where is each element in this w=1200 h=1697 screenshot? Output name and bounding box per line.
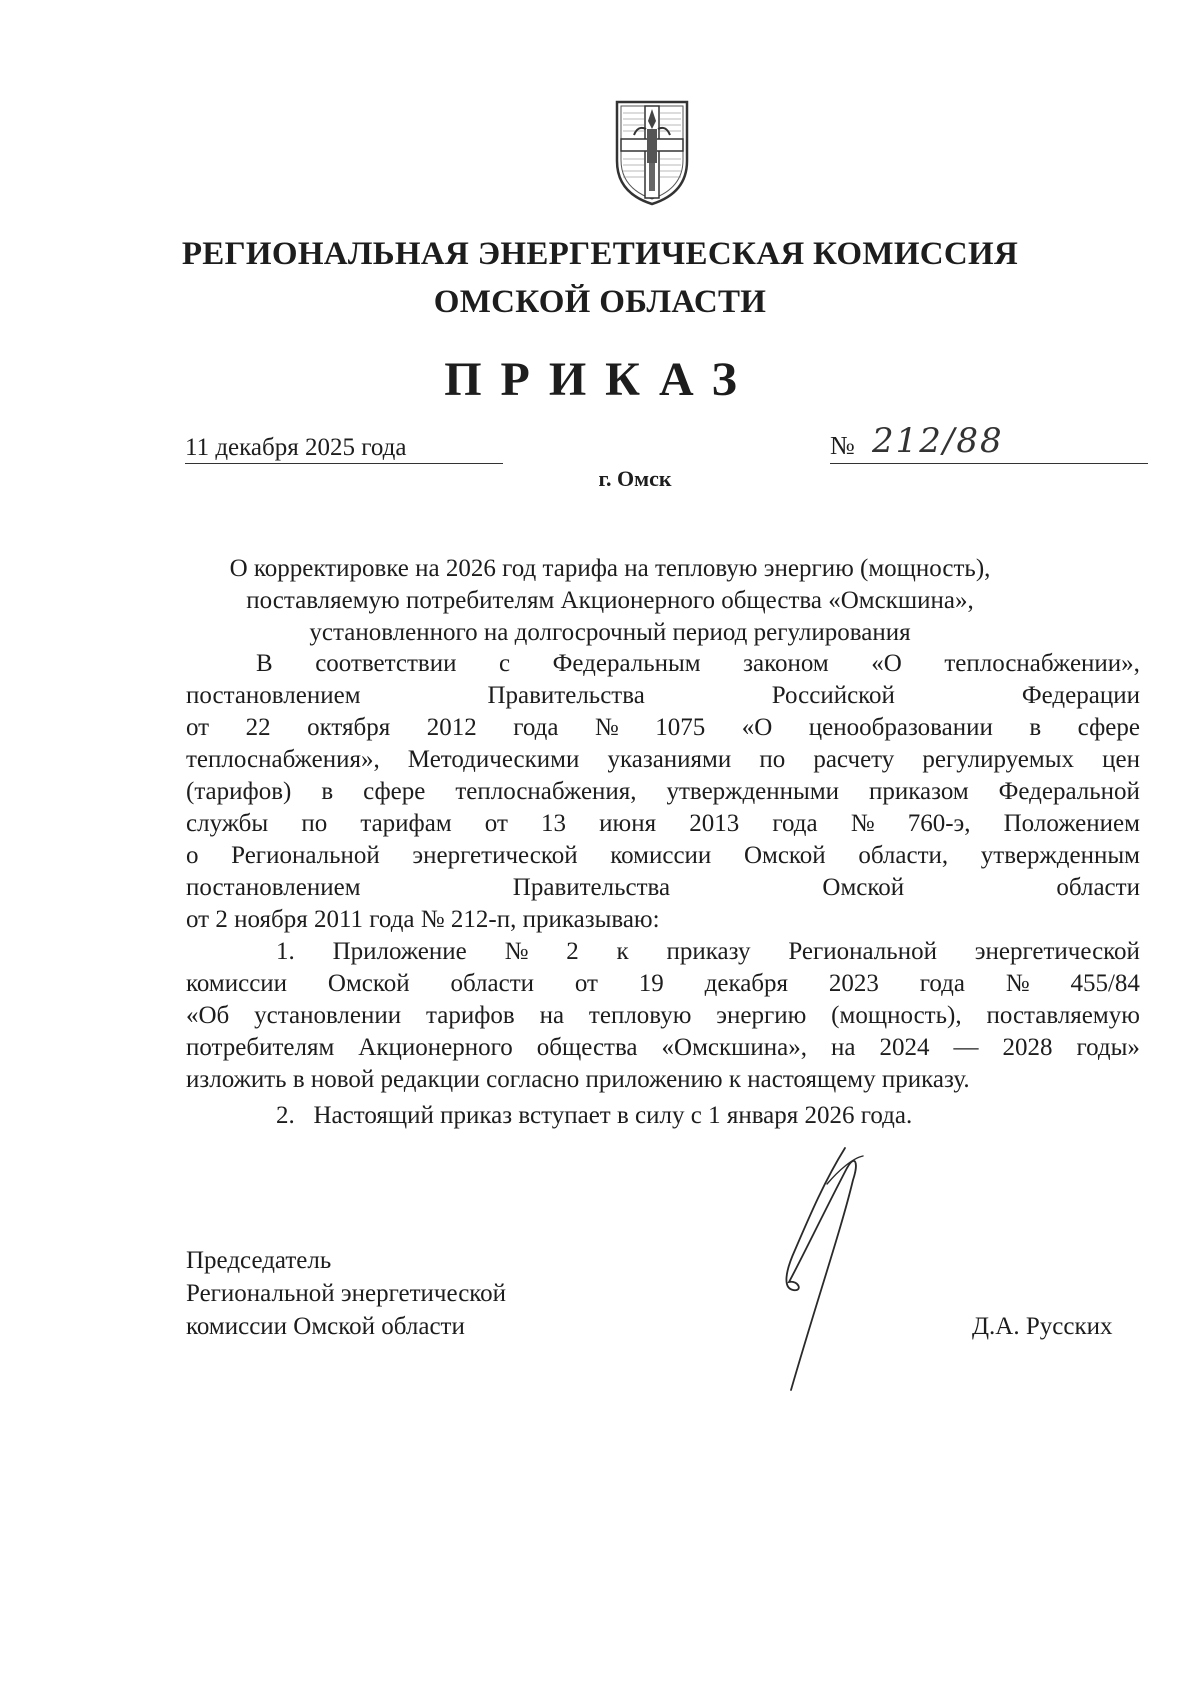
body-word: «Омскшина», [661, 1034, 808, 1061]
body-word: на [831, 1034, 856, 1061]
body-word: 13 [541, 810, 567, 837]
number-sign: № [830, 431, 855, 460]
body-word: приказу [666, 938, 751, 965]
body-word: № [504, 938, 529, 965]
body-word: декабря [704, 970, 789, 997]
body-word: ценообразовании [808, 714, 993, 741]
body-word: 2024 [879, 1034, 930, 1061]
body-word: установлении [254, 1002, 402, 1029]
body-word: в [1029, 714, 1042, 741]
body-word: потребителям [186, 1034, 335, 1061]
body-word: Правительства [487, 682, 645, 709]
body-word: в [321, 778, 334, 805]
document-city: г. Омск [598, 466, 672, 491]
body-word: 2028 [1002, 1034, 1053, 1061]
body-word: Региональной [788, 938, 937, 965]
document-type-title: ПРИКАЗ [444, 353, 756, 406]
body-word: Региональной [231, 842, 380, 869]
body-word: № [1005, 970, 1030, 997]
body-line [186, 840, 1140, 872]
body-word: Федеральным [552, 650, 701, 677]
body-word: от [484, 810, 508, 837]
body-word: теплоснабжения», [186, 746, 380, 773]
body-word: по [301, 810, 328, 837]
body-word: «О [741, 714, 773, 741]
signer-position [186, 1244, 506, 1343]
body-line [186, 1032, 1140, 1064]
body-word: № [850, 810, 875, 837]
body-word: расчету [813, 746, 895, 773]
body-word: Правительства [512, 874, 671, 901]
body-word: тепловую [588, 1002, 692, 1029]
organization-name-line2: ОМСКОЙ ОБЛАСТИ [433, 284, 767, 320]
signer-position-line: Председатель [186, 1247, 332, 1274]
handwritten-signature [755, 1140, 885, 1395]
body-word: области, [858, 842, 949, 869]
body-word: области [1056, 874, 1140, 901]
body-line [276, 936, 1140, 968]
body-word: к [616, 938, 629, 965]
body-word: цен [1102, 746, 1140, 773]
body-line [186, 680, 1140, 712]
title-line: поставляемую потребителям Акционерного общества «Омскшина», [246, 587, 974, 614]
body-word: теплоснабжения, [455, 778, 637, 805]
organization-name-line1: РЕГИОНАЛЬНАЯ ЭНЕРГЕТИЧЕСКАЯ КОМИССИЯ [181, 236, 1019, 272]
body-word: (мощность), [831, 1002, 962, 1029]
body-word: Положением [1003, 810, 1140, 837]
body-word: «Об [186, 1002, 230, 1029]
body-word: соответствии [315, 650, 457, 677]
body-line [256, 648, 1140, 680]
body-word: июня [599, 810, 657, 837]
body-word: общества [536, 1034, 638, 1061]
body-word: 22 [245, 714, 271, 741]
document-date: 11 декабря 2025 года [185, 433, 503, 464]
body-word: утвержденными [666, 778, 840, 805]
body-word: по [759, 746, 786, 773]
body-word: «О [871, 650, 902, 677]
signer-position-line: Региональной энергетической [186, 1280, 507, 1307]
body-word: на [539, 1002, 565, 1029]
body-word: Методическими [407, 746, 580, 773]
body-word: года [772, 810, 818, 837]
handwritten-document-number: 212/88 [872, 421, 1004, 461]
body-word: сфере [1077, 714, 1140, 741]
body-word: Федеральной [998, 778, 1140, 805]
body-word: приказом [868, 778, 969, 805]
body-word: от [574, 970, 598, 997]
order-subject-title [150, 553, 1070, 649]
body-word: тарифов [426, 1002, 515, 1029]
body-word: В [256, 650, 273, 677]
body-line: 2. Настоящий приказ вступает в силу с 1 января 2026 года. [276, 1102, 913, 1129]
body-word: Омской [743, 842, 826, 869]
body-word: — [953, 1034, 979, 1061]
body-word: энергетической [412, 842, 578, 869]
body-word: октября [307, 714, 391, 741]
body-word: законом [743, 650, 829, 677]
body-word: тарифам [360, 810, 452, 837]
body-word: 1075 [655, 714, 706, 741]
body-line: от 2 ноября 2011 года № 212-п, приказываю: [186, 906, 660, 933]
body-line [186, 808, 1140, 840]
body-word: постановлением [186, 682, 361, 709]
body-line [186, 776, 1140, 808]
body-word: поставляемую [986, 1002, 1140, 1029]
body-line [186, 968, 1140, 1000]
body-word: 2023 [828, 970, 879, 997]
title-line: О корректировке на 2026 год тарифа на тепловую энергию (мощность), [229, 555, 991, 582]
body-word: 455/84 [1070, 970, 1140, 997]
body-word: 19 [638, 970, 664, 997]
body-word: комиссии [610, 842, 712, 869]
body-word: 760-э, [907, 810, 971, 837]
title-line: установленного на долгосрочный период регулирования [309, 619, 911, 646]
body-word: года [919, 970, 965, 997]
body-line [186, 872, 1140, 904]
body-word: года [513, 714, 559, 741]
document-number [830, 421, 1148, 464]
body-word: Омской [327, 970, 410, 997]
signer-position-line: комиссии Омской области [186, 1313, 465, 1340]
body-word: Федерации [1021, 682, 1140, 709]
body-word: 2 [566, 938, 579, 965]
body-word: энергию [716, 1002, 807, 1029]
body-word: Акционерного [358, 1034, 513, 1061]
omsk-coat-of-arms-emblem [614, 99, 690, 207]
body-word: теплоснабжении», [944, 650, 1140, 677]
body-line [186, 1000, 1140, 1032]
body-word: № [594, 714, 619, 741]
body-word: годы» [1076, 1034, 1140, 1061]
body-word: регулируемых [922, 746, 1075, 773]
body-line [186, 744, 1140, 776]
body-word: службы [186, 810, 269, 837]
body-word: от [186, 714, 210, 741]
body-word: постановлением [186, 874, 361, 901]
body-line: изложить в новой редакции согласно приложению к настоящему приказу. [186, 1066, 970, 1093]
signer-name: Д.А. Русских [972, 1313, 1113, 1340]
body-word: указаниями [607, 746, 732, 773]
body-word: Приложение [332, 938, 467, 965]
body-word: области [450, 970, 535, 997]
body-word: о [186, 842, 199, 869]
body-word: 2013 [689, 810, 740, 837]
body-word: 1. [276, 938, 295, 965]
body-word: Российской [771, 682, 895, 709]
scan-speck [777, 482, 780, 485]
body-word: сфере [363, 778, 426, 805]
body-word: энергетической [974, 938, 1140, 965]
body-word: Омской [822, 874, 905, 901]
body-word: с [498, 650, 511, 677]
body-word: 2012 [426, 714, 477, 741]
body-word: (тарифов) [186, 778, 292, 805]
body-word: утвержденным [980, 842, 1140, 869]
body-line [186, 712, 1140, 744]
body-word: комиссии [186, 970, 288, 997]
